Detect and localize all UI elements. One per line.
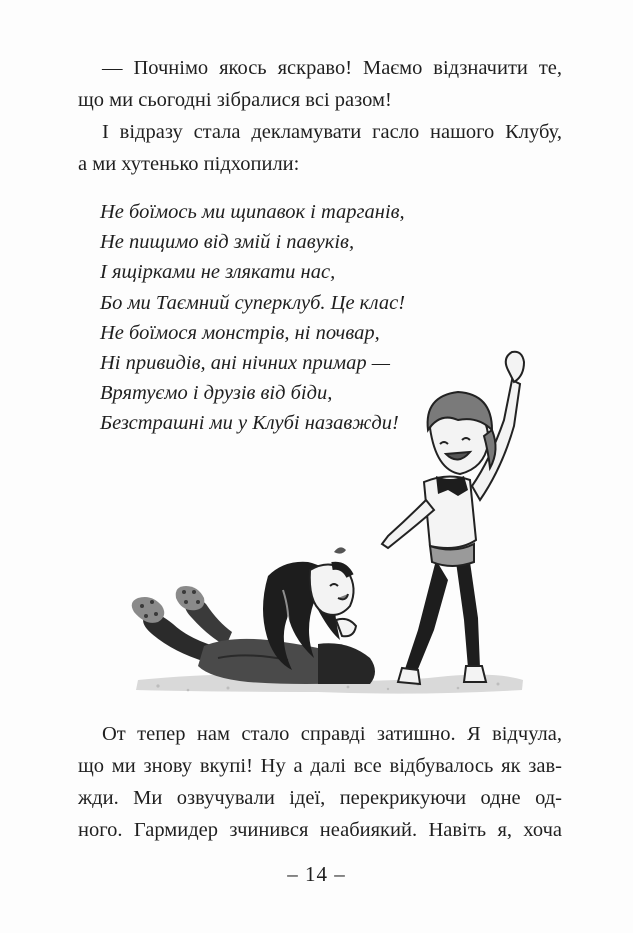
verse-line: Ні привидів, ані нічних примар — <box>100 352 390 375</box>
two-girls-chanting-illustration <box>118 340 538 710</box>
page-number: – 14 – <box>287 862 346 886</box>
text-line: що ми знову вкупі! Ну а далі все відбувалось як зав- <box>78 755 562 777</box>
text-line: що ми сьогодні зібралися всі разом! <box>78 89 392 111</box>
paragraph-narration <box>78 718 562 846</box>
verse-line: Не боїмось ми щипавок і тарганів, <box>100 201 405 223</box>
paragraph-chant-intro <box>78 116 562 180</box>
paragraph-opening-speech <box>78 52 562 116</box>
verse-line: Врятуємо і друзів від біди, <box>100 382 333 405</box>
text-line: ного. Гармидер зчинився неабиякий. Навіть я, хоча <box>78 819 562 841</box>
verse-line: І ящірками не злякати нас, <box>100 261 336 284</box>
text-line: жди. Ми озвучували ідеї, перекрикуючи одне од- <box>78 787 562 809</box>
verse-line: Не боїмося монстрів, ні почвар, <box>100 321 380 344</box>
lying-girl-figure <box>132 547 375 684</box>
verse-line: Бо ми Таємний суперклуб. Це клас! <box>100 291 406 314</box>
standing-girl-figure <box>382 352 524 684</box>
text-line: — Почнімо якось яскраво! Маємо відзначити те, <box>102 57 562 79</box>
verse-line: Не пищимо від змій і павуків, <box>100 231 355 254</box>
text-line: І відразу стала декламувати гасло нашого Клубу, <box>102 121 562 143</box>
text-line: а ми хутенько підхопили: <box>78 153 300 175</box>
verse-line: Безстрашні ми у Клубі назавжди! <box>100 412 399 435</box>
text-line: От тепер нам стало справді затишно. Я відчула, <box>102 723 562 745</box>
